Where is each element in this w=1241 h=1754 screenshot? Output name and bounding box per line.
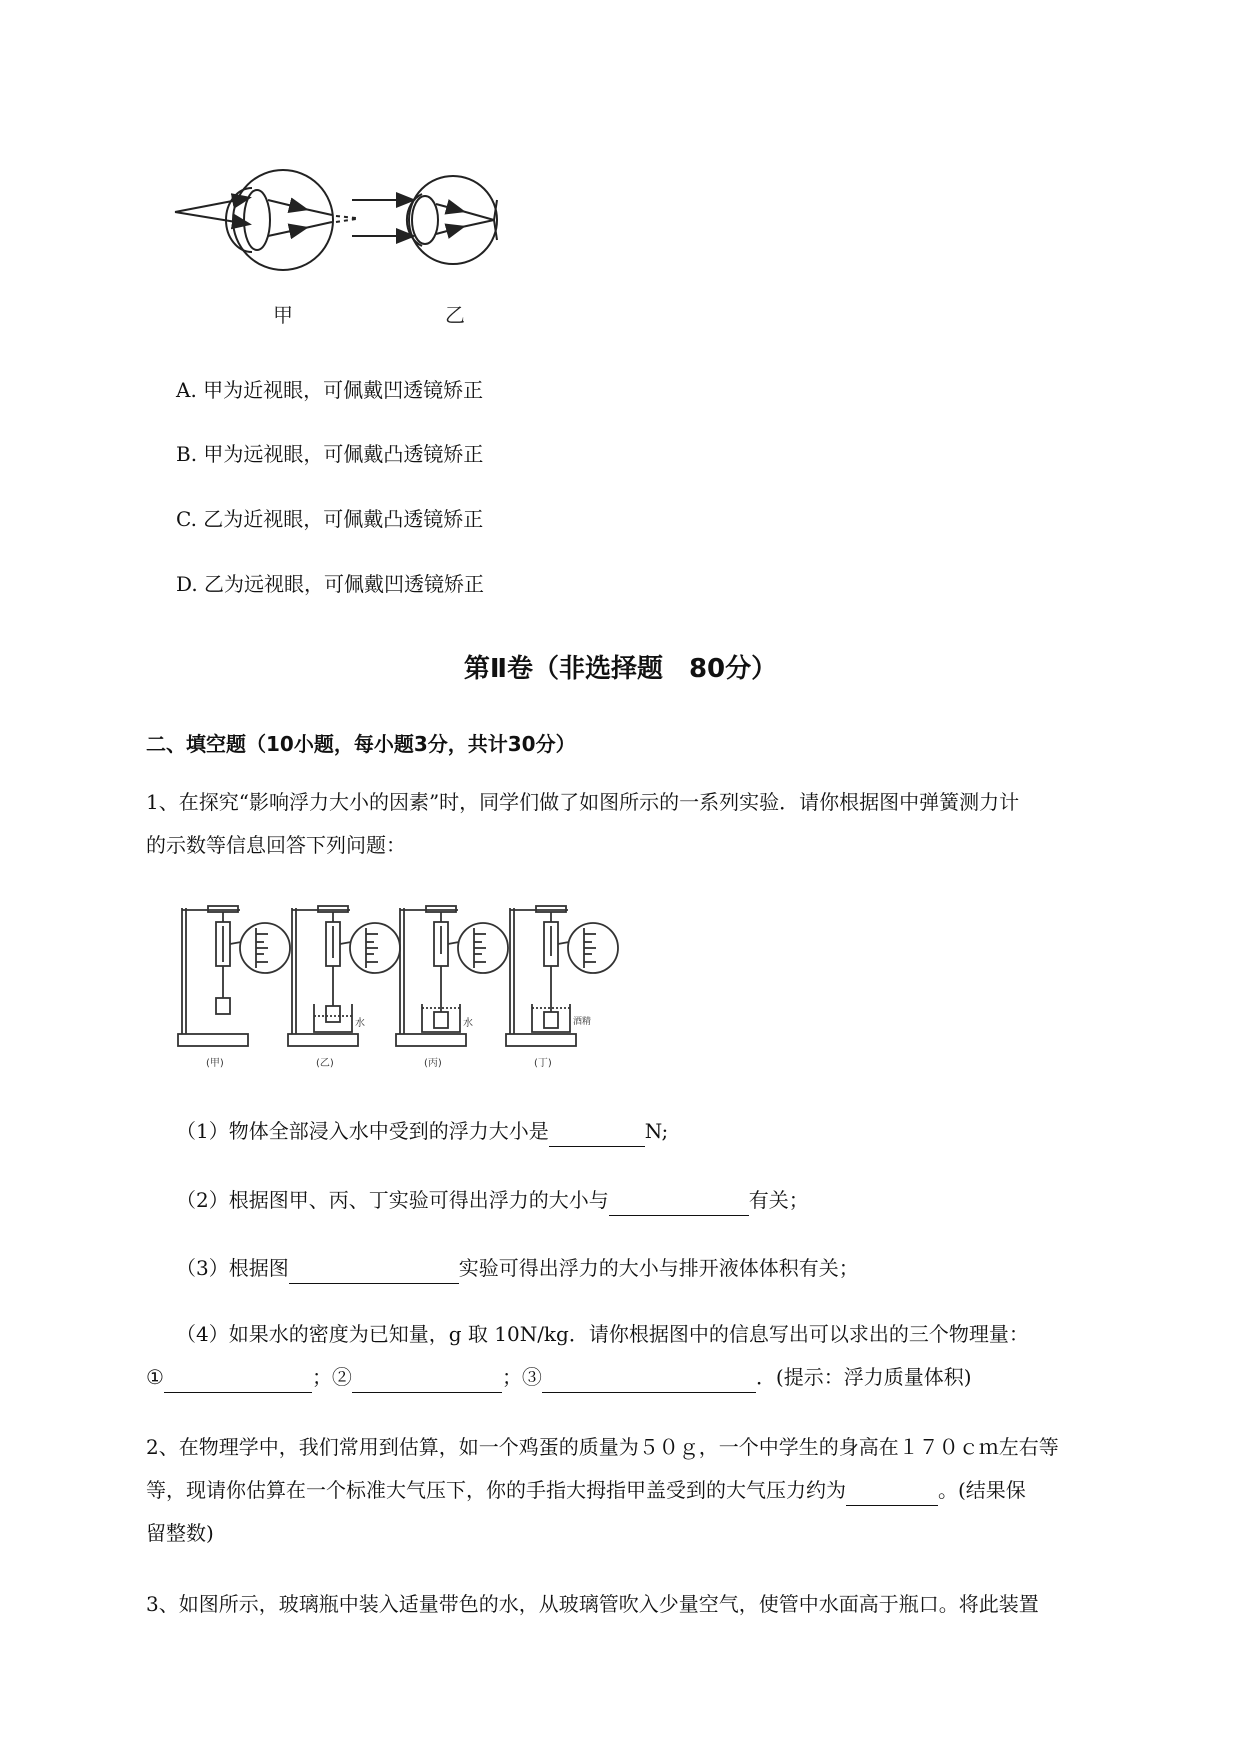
q1-sub1-unit: N; [644,1119,669,1143]
q3-line1: 3、如图所示，玻璃瓶中装入适量带色的水，从玻璃管吹入少量空气，使管中水面高于瓶口。将此装置 [146,1592,1039,1616]
setup-c [396,906,508,1046]
q2-blank[interactable] [846,1483,938,1506]
q1-sub4-line2 [146,1361,972,1393]
setup-b [288,906,400,1046]
liquid-label-d: 酒精 [573,1017,592,1027]
q1-sub2 [176,1184,809,1216]
spring-scale-figure [168,898,668,1070]
q2-line2-text: 等，现请你估算在一个标准大气压下，你的手指大拇指甲盖受到的大气压力约为 [146,1478,846,1502]
liquid-label-b: 水 [355,1018,365,1029]
q1-sub2-text: （2）根据图甲、丙、丁实验可得出浮力的大小与 [176,1188,609,1212]
q2-line2 [146,1474,1026,1506]
subsection-title: 二、填空题（10小题，每小题3分，共计30分） [146,732,576,756]
q1-sub3 [176,1252,859,1284]
liquid-label-c: 水 [463,1018,473,1029]
option-a[interactable]: A. 甲为近视眼，可佩戴凹透镜矫正 [176,378,484,402]
q1-sub4-line1: （4）如果水的密度为已知量，g 取 10N/kg．请你根据图中的信息写出可以求出的三个物理量： [176,1322,1029,1346]
option-b[interactable]: B. 甲为远视眼，可佩戴凸透镜矫正 [176,442,484,466]
setup-d [506,906,618,1046]
section-title: 第Ⅱ卷（非选择题 80分） [463,654,778,684]
q2-line3: 留整数) [146,1521,214,1545]
eye-a [175,170,356,270]
q1-sub1-text: （1）物体全部浸入水中受到的浮力大小是 [176,1119,549,1143]
figure-label-a: (甲) [206,1058,224,1069]
figure-label-d: (丁) [534,1058,552,1069]
setup-a [178,906,290,1046]
q1-sub4-circle1: ① [146,1365,164,1389]
q1-sub3-tail: 实验可得出浮力的大小与排开液体体积有关； [458,1256,859,1280]
q1-sub3-blank[interactable] [289,1261,459,1284]
q1-sub4-circle2: ；② [311,1365,352,1389]
q2-line2-tail: 。(结果保 [938,1478,1026,1502]
q1-sub1-blank[interactable] [549,1124,645,1147]
eye-label-b: 乙 [445,303,465,327]
q1-sub4-blank3[interactable] [542,1370,756,1393]
q1-sub4-tail: ．(提示：浮力质量体积) [755,1365,972,1389]
figure-label-b: (乙) [316,1058,334,1069]
q1-line1: 1、在探究“影响浮力大小的因素”时，同学们做了如图所示的一系列实验．请你根据图中弹簧测力计 [146,790,1020,814]
q1-sub2-blank[interactable] [609,1193,749,1216]
figure-label-c: (丙) [424,1058,442,1069]
q1-sub4-circle3: ；③ [501,1365,542,1389]
eye-label-a: 甲 [273,303,293,327]
q1-line2: 的示数等信息回答下列问题： [146,833,406,857]
option-c[interactable]: C. 乙为近视眼，可佩戴凸透镜矫正 [176,507,484,531]
q2-line1: 2、在物理学中，我们常用到估算，如一个鸡蛋的质量为５０ｇ，一个中学生的身高在１７０ｃｍ左右等 [146,1435,1059,1459]
q1-sub1 [176,1115,668,1147]
option-d[interactable]: D. 乙为远视眼，可佩戴凹透镜矫正 [176,572,485,596]
q1-sub4-blank2[interactable] [352,1370,502,1393]
q1-sub4-blank1[interactable] [164,1370,312,1393]
eye-b [352,176,497,264]
eye-diagram [160,160,550,330]
q1-sub3-text: （3）根据图 [176,1256,289,1280]
q1-sub2-tail: 有关； [748,1188,809,1212]
